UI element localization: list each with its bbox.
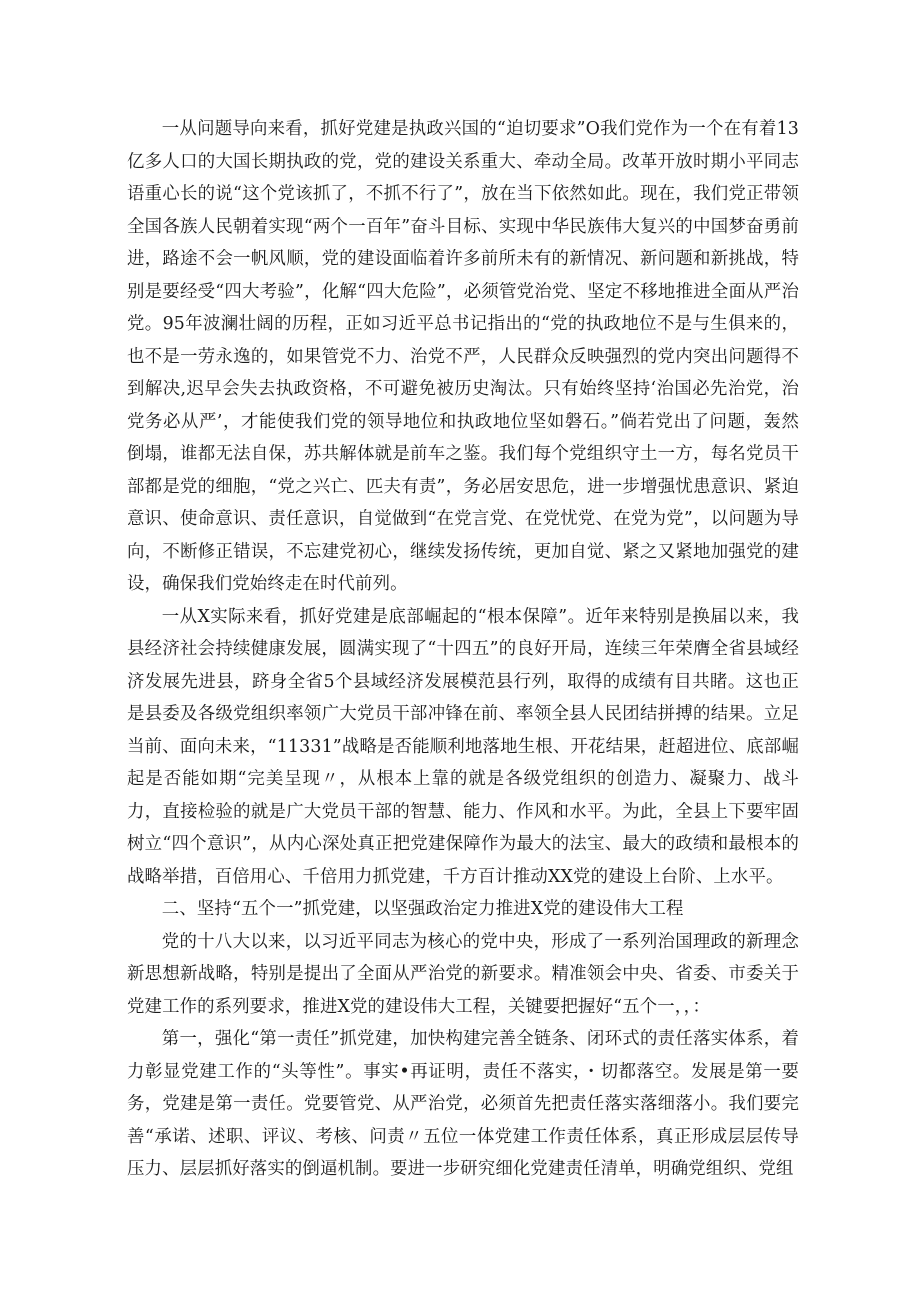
paragraph-first-responsibility: 第一，强化“第一责任”抓党建，加快构建完善全链条、闭环式的责任落实体系，着力彰显党建工作的“头等性”。事实•再证明，责任不落实，・切都落空。发展是第一要务，党建是第一责任。党要管党、从严治党，必须首先把责任落实落细落小。我们要完善“承诺、述职、评议、考核、问责〃五位一体党建工作责任体系，真正形成层层传导压力、层层抓好落实的倒逼机制。要进一步研究细化党建责任清单，明确党组织、党组 <box>127 1029 799 1179</box>
section-heading-five-ones: 二、坚持“五个一”抓党建，以坚强政治定力推进X党的建设伟大工程 <box>161 899 684 919</box>
paragraph-problem-oriented: 一从问题导向来看，抓好党建是执政兴国的“迫切要求”O我们党作为一个在有着13亿多人口的大国长期执政的党，党的建设关系重大、牵动全局。改革开放时期小平同志语重心长的说“这个党该抓了，不抓不行了”，放在当下依然如此。现在，我们党正带领全国各族人民朝着实现“两个一百年”奋斗目标、实现中华民族伟大复兴的中国梦奋勇前进，路途不会一帆风顺，党的建设面临着许多前所未有的新情况、新问题和新挑战，特别是要经受“四大考验”，化解“四大危险”，必须管党治党、坚定不移地推进全面从严治党。95年波澜壮阔的历程，正如习近平总书记指出的“党的执政地位不是与生俱来的，也不是一劳永逸的，如果管党不力、治党不严，人民群众反映强烈的党内突出问题得不到解决,迟早会失去执政资格，不可避免被历史淘汰。只有始终坚持‘治国必先治党，治党务必从严’，才能使我们党的领导地位和执政地位坚如磐石。”倘若党出了问题，轰然倒塌，谁都无法自保，苏共解体就是前车之鉴。我们每个党组织守土一方，每名党员干部都是党的细胞，“党之兴亡、匹夫有责”，务必居安思危，进一步增强忧患意识、紧迫意识、使命意识、责任意识，自觉做到“在党言党、在党忧党、在党为党”，以问题为导向，不断修正错误，不忘建党初心，继续发扬传统，更加自觉、紧之又紧地加强党的建设，确保我们党始终走在时代前列。 <box>127 119 799 594</box>
paragraph-county-reality: 一从X实际来看，抓好党建是底部崛起的“根本保障”。近年来特别是换届以来，我县经济社会持续健康发展，圆满实现了“十四五”的良好开局，连续三年荣膺全省县域经济发展先进县，跻身全省5个县域经济发展模范县行列，取得的成绩有目共睹。这也正是县委及各级党组织率领广大党员干部冲锋在前、率领全县人民团结拼搏的结果。立足当前、面向未来，“11331”战略是否能顺利地落地生根、开花结果，赶超进位、底部崛起是否能如期“完美呈现〃，从根本上靠的就是各级党组织的创造力、凝聚力、战斗力，直接检验的就是广大党员干部的智慧、能力、作风和水平。为此，全县上下要牢固树立“四个意识”，从内心深处真正把党建保障作为最大的法宝、最大的政绩和最根本的战略举措，百倍用心、千倍用力抓党建，千方百计推动XX党的建设上台阶、上水平。 <box>127 606 799 887</box>
document-body <box>127 113 799 1186</box>
paragraph-eighteenth-congress: 党的十八大以来，以习近平同志为核心的党中央，形成了一系列治国理政的新理念新思想新战略，特别是提出了全面从严治党的新要求。精准领会中央、省委、市委关于党建工作的系列要求，推进X党的建设伟大工程，关键要把握好“五个一，，： <box>127 931 799 1017</box>
